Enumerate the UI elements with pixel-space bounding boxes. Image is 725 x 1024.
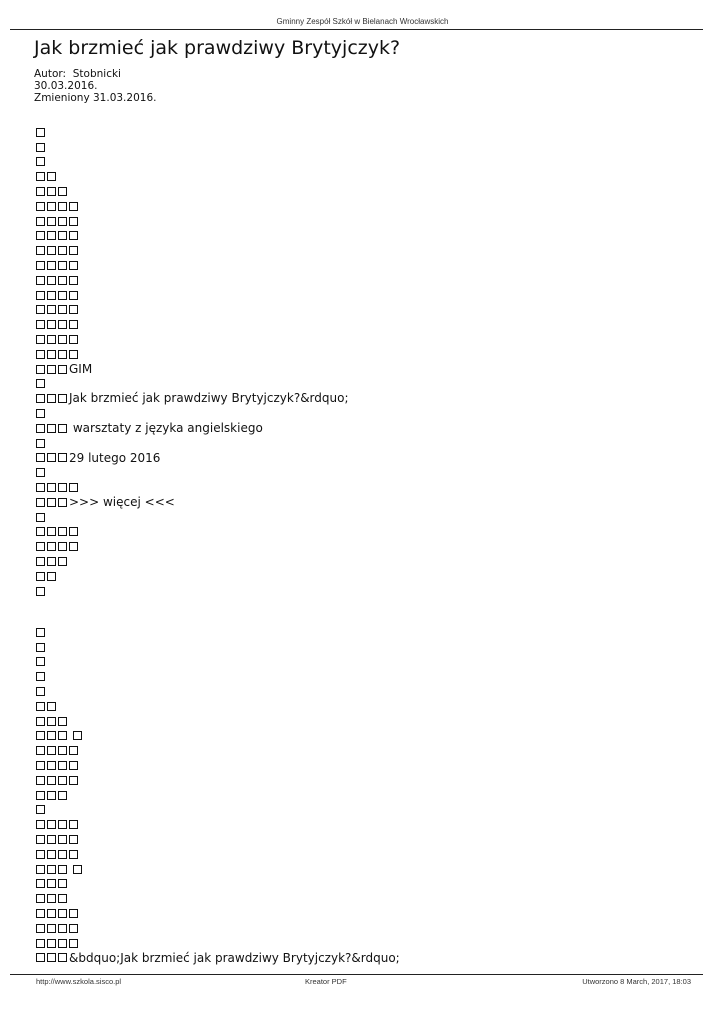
missing-glyph-icon [58, 305, 67, 314]
missing-glyph-icon [69, 276, 78, 285]
missing-glyph-icon [36, 305, 45, 314]
line-text: warsztaty z języka angielskiego [69, 420, 263, 435]
missing-glyph-icon [69, 261, 78, 270]
missing-glyph-icon [69, 909, 78, 918]
text-line [36, 584, 349, 599]
missing-glyph-icon [69, 820, 78, 829]
missing-glyph-icon [47, 557, 56, 566]
text-line [36, 847, 400, 862]
text-line [36, 421, 349, 436]
missing-glyph-icon [47, 394, 56, 403]
footer-creator: Kreator PDF [305, 977, 347, 986]
text-line [36, 465, 349, 480]
missing-glyph-icon [58, 761, 67, 770]
missing-glyph-icon [36, 746, 45, 755]
missing-glyph-icon [36, 805, 45, 814]
text-line [36, 699, 400, 714]
author-label: Autor: [34, 68, 67, 80]
missing-glyph-icon [58, 453, 67, 462]
missing-glyph-icon [58, 483, 67, 492]
missing-glyph-icon [58, 820, 67, 829]
missing-glyph-icon [58, 909, 67, 918]
missing-glyph-icon [58, 394, 67, 403]
missing-glyph-icon [47, 702, 56, 711]
text-line [36, 125, 349, 140]
missing-glyph-icon [36, 879, 45, 888]
missing-glyph-icon [58, 276, 67, 285]
missing-glyph-icon [69, 850, 78, 859]
missing-glyph-icon [36, 468, 45, 477]
missing-glyph-icon [47, 424, 56, 433]
text-line [36, 669, 400, 684]
text-line [36, 832, 400, 847]
missing-glyph-icon [36, 202, 45, 211]
missing-glyph-icon [36, 731, 45, 740]
missing-glyph-icon [58, 542, 67, 551]
missing-glyph-icon [36, 231, 45, 240]
text-line [36, 569, 349, 584]
missing-glyph-icon [58, 335, 67, 344]
text-line [36, 803, 400, 818]
missing-glyph-icon [36, 394, 45, 403]
missing-glyph-icon [47, 865, 56, 874]
missing-glyph-icon [69, 746, 78, 755]
missing-glyph-icon [69, 320, 78, 329]
text-line [36, 362, 349, 377]
text-line [36, 155, 349, 170]
missing-glyph-icon [47, 953, 56, 962]
missing-glyph-icon [36, 172, 45, 181]
missing-glyph-icon [36, 157, 45, 166]
line-text: >>> więcej <<< [69, 494, 175, 509]
article-title: Jak brzmieć jak prawdziwy Brytyjczyk? [34, 37, 401, 59]
missing-glyph-icon [47, 172, 56, 181]
missing-glyph-icon [47, 850, 56, 859]
text-line [36, 495, 349, 510]
article-body-top [36, 125, 349, 599]
text-line [36, 877, 400, 892]
text-line [36, 891, 400, 906]
text-line [36, 684, 400, 699]
missing-glyph-icon [36, 672, 45, 681]
missing-glyph-icon [47, 305, 56, 314]
missing-glyph-icon [47, 776, 56, 785]
missing-glyph-icon [69, 776, 78, 785]
text-line [36, 758, 400, 773]
missing-glyph-icon [58, 320, 67, 329]
missing-glyph-icon [47, 261, 56, 270]
missing-glyph-icon [36, 953, 45, 962]
missing-glyph-icon [47, 791, 56, 800]
missing-glyph-icon [36, 320, 45, 329]
missing-glyph-icon [47, 483, 56, 492]
missing-glyph-icon [47, 746, 56, 755]
missing-glyph-icon [36, 379, 45, 388]
missing-glyph-icon [36, 643, 45, 652]
missing-glyph-icon [47, 217, 56, 226]
missing-glyph-icon [58, 894, 67, 903]
missing-glyph-icon [73, 731, 82, 740]
missing-glyph-icon [36, 894, 45, 903]
missing-glyph-icon [69, 350, 78, 359]
text-line [36, 714, 400, 729]
missing-glyph-icon [47, 527, 56, 536]
missing-glyph-icon [47, 909, 56, 918]
text-line [36, 214, 349, 229]
text-line [36, 655, 400, 670]
missing-glyph-icon [69, 246, 78, 255]
missing-glyph-icon [69, 939, 78, 948]
missing-glyph-icon [58, 424, 67, 433]
text-line [36, 243, 349, 258]
missing-glyph-icon [36, 542, 45, 551]
missing-glyph-icon [47, 498, 56, 507]
missing-glyph-icon [36, 572, 45, 581]
text-line [36, 451, 349, 466]
text-line [36, 347, 349, 362]
missing-glyph-icon [36, 128, 45, 137]
missing-glyph-icon [47, 939, 56, 948]
missing-glyph-icon [47, 717, 56, 726]
text-line [36, 936, 400, 951]
missing-glyph-icon [58, 850, 67, 859]
missing-glyph-icon [36, 761, 45, 770]
missing-glyph-icon [47, 231, 56, 240]
missing-glyph-icon [69, 291, 78, 300]
missing-glyph-icon [69, 202, 78, 211]
missing-glyph-icon [36, 527, 45, 536]
text-line [36, 640, 400, 655]
missing-glyph-icon [36, 409, 45, 418]
missing-glyph-icon [47, 276, 56, 285]
missing-glyph-icon [47, 350, 56, 359]
text-line [36, 406, 349, 421]
missing-glyph-icon [47, 731, 56, 740]
missing-glyph-icon [36, 217, 45, 226]
missing-glyph-icon [36, 850, 45, 859]
missing-glyph-icon [36, 143, 45, 152]
missing-glyph-icon [69, 335, 78, 344]
missing-glyph-icon [36, 187, 45, 196]
text-line [36, 303, 349, 318]
missing-glyph-icon [58, 261, 67, 270]
text-line [36, 273, 349, 288]
missing-glyph-icon [58, 291, 67, 300]
text-line [36, 480, 349, 495]
missing-glyph-icon [69, 305, 78, 314]
text-line [36, 140, 349, 155]
missing-glyph-icon [58, 365, 67, 374]
missing-glyph-icon [69, 217, 78, 226]
text-line [36, 921, 400, 936]
text-line [36, 729, 400, 744]
missing-glyph-icon [36, 424, 45, 433]
text-line [36, 951, 400, 966]
missing-glyph-icon [36, 687, 45, 696]
missing-glyph-icon [36, 350, 45, 359]
text-line [36, 862, 400, 877]
page-header: Gminny Zespół Szkół w Bielanach Wrocławskich [276, 17, 449, 26]
missing-glyph-icon [36, 909, 45, 918]
text-line [36, 817, 400, 832]
missing-glyph-icon [36, 924, 45, 933]
text-line [36, 906, 400, 921]
missing-glyph-icon [36, 702, 45, 711]
missing-glyph-icon [47, 572, 56, 581]
missing-glyph-icon [47, 335, 56, 344]
line-text: GIM [69, 361, 93, 376]
missing-glyph-icon [47, 542, 56, 551]
missing-glyph-icon [47, 365, 56, 374]
missing-glyph-icon [73, 865, 82, 874]
text-line [36, 391, 349, 406]
missing-glyph-icon [58, 498, 67, 507]
missing-glyph-icon [58, 717, 67, 726]
missing-glyph-icon [47, 761, 56, 770]
missing-glyph-icon [47, 291, 56, 300]
missing-glyph-icon [36, 557, 45, 566]
missing-glyph-icon [36, 717, 45, 726]
missing-glyph-icon [36, 865, 45, 874]
text-line [36, 317, 349, 332]
missing-glyph-icon [58, 924, 67, 933]
missing-glyph-icon [69, 924, 78, 933]
publish-date: 30.03.2016. [34, 80, 98, 92]
text-line [36, 788, 400, 803]
author-line [34, 68, 156, 80]
missing-glyph-icon [36, 657, 45, 666]
missing-glyph-icon [36, 246, 45, 255]
missing-glyph-icon [58, 865, 67, 874]
missing-glyph-icon [36, 453, 45, 462]
missing-glyph-icon [36, 513, 45, 522]
missing-glyph-icon [58, 187, 67, 196]
missing-glyph-icon [36, 261, 45, 270]
missing-glyph-icon [58, 835, 67, 844]
missing-glyph-icon [36, 498, 45, 507]
missing-glyph-icon [47, 835, 56, 844]
text-line [36, 229, 349, 244]
missing-glyph-icon [69, 483, 78, 492]
missing-glyph-icon [58, 231, 67, 240]
missing-glyph-icon [36, 791, 45, 800]
text-line [36, 199, 349, 214]
text-line [36, 377, 349, 392]
missing-glyph-icon [36, 820, 45, 829]
missing-glyph-icon [58, 776, 67, 785]
missing-glyph-icon [58, 953, 67, 962]
text-line [36, 510, 349, 525]
line-text: &bdquo;Jak brzmieć jak prawdziwy Brytyjczyk?&rdquo; [69, 950, 400, 965]
text-line [36, 554, 349, 569]
missing-glyph-icon [47, 320, 56, 329]
article-body-bottom [36, 625, 400, 965]
text-line [36, 743, 400, 758]
header-rule [10, 29, 703, 30]
missing-glyph-icon [36, 776, 45, 785]
missing-glyph-icon [36, 835, 45, 844]
article-meta [34, 68, 156, 104]
missing-glyph-icon [58, 746, 67, 755]
text-line [36, 773, 400, 788]
missing-glyph-icon [36, 291, 45, 300]
missing-glyph-icon [58, 217, 67, 226]
missing-glyph-icon [58, 939, 67, 948]
missing-glyph-icon [47, 202, 56, 211]
footer-url-link[interactable]: http://www.szkola.sisco.pl [36, 977, 122, 986]
missing-glyph-icon [36, 365, 45, 374]
missing-glyph-icon [58, 879, 67, 888]
line-text: 29 lutego 2016 [69, 450, 161, 465]
missing-glyph-icon [69, 527, 78, 536]
missing-glyph-icon [47, 453, 56, 462]
missing-glyph-icon [58, 791, 67, 800]
footer-created: Utworzono 8 March, 2017, 18:03 [582, 977, 691, 986]
missing-glyph-icon [47, 820, 56, 829]
missing-glyph-icon [47, 187, 56, 196]
missing-glyph-icon [47, 879, 56, 888]
missing-glyph-icon [58, 557, 67, 566]
author-name: Stobnicki [72, 68, 121, 80]
text-line [36, 332, 349, 347]
text-line [36, 436, 349, 451]
missing-glyph-icon [36, 939, 45, 948]
missing-glyph-icon [58, 731, 67, 740]
missing-glyph-icon [58, 246, 67, 255]
missing-glyph-icon [58, 350, 67, 359]
missing-glyph-icon [36, 335, 45, 344]
missing-glyph-icon [69, 542, 78, 551]
line-text: Jak brzmieć jak prawdziwy Brytyjczyk?&rdquo; [69, 391, 349, 406]
modified-date: Zmieniony 31.03.2016. [34, 92, 157, 104]
missing-glyph-icon [36, 587, 45, 596]
text-line [36, 625, 400, 640]
missing-glyph-icon [58, 527, 67, 536]
text-line [36, 525, 349, 540]
missing-glyph-icon [47, 246, 56, 255]
missing-glyph-icon [69, 231, 78, 240]
missing-glyph-icon [36, 628, 45, 637]
footer-rule [10, 974, 703, 975]
missing-glyph-icon [36, 276, 45, 285]
missing-glyph-icon [69, 761, 78, 770]
text-line [36, 184, 349, 199]
missing-glyph-icon [69, 835, 78, 844]
text-line [36, 539, 349, 554]
missing-glyph-icon [36, 483, 45, 492]
text-line [36, 258, 349, 273]
missing-glyph-icon [47, 924, 56, 933]
text-line [36, 169, 349, 184]
text-line [36, 288, 349, 303]
missing-glyph-icon [47, 894, 56, 903]
missing-glyph-icon [36, 439, 45, 448]
missing-glyph-icon [58, 202, 67, 211]
